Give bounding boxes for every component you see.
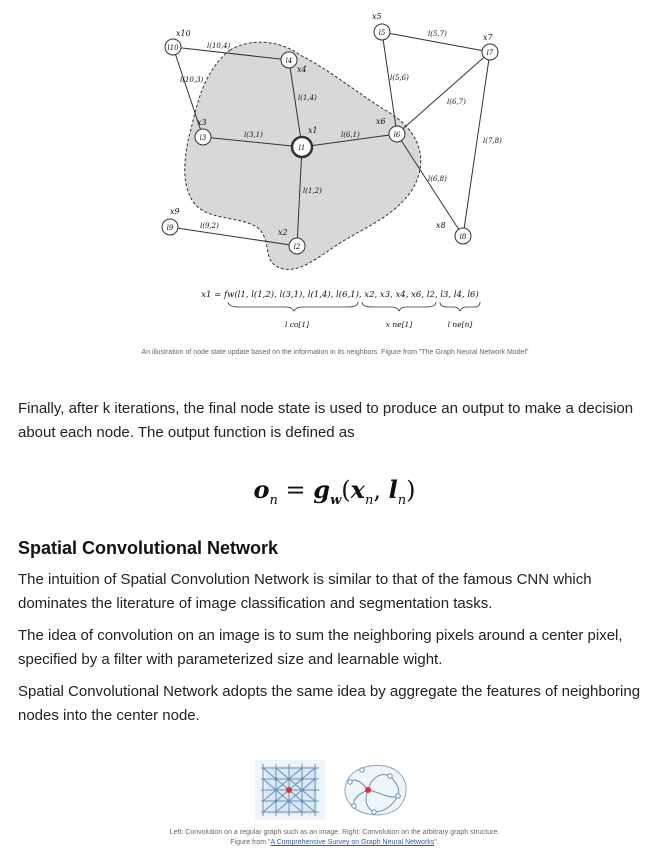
edge-label: l(5,6) (390, 74, 409, 82)
section-heading: Spatial Convolutional Network (18, 538, 279, 558)
node-variable: x2 (278, 228, 288, 237)
edge-label: l(10,4) (207, 42, 231, 50)
figure2-caption (150, 828, 519, 848)
arbitrary-graph-convolution-figure (338, 760, 413, 820)
edge-label: l(10,3) (180, 76, 204, 84)
edge-label: l(9,2) (200, 222, 219, 230)
node-variable: x5 (372, 12, 382, 21)
edge-label: l(6,7) (447, 98, 466, 106)
node-variable: x3 (197, 118, 207, 127)
regular-grid-convolution-figure (255, 760, 325, 820)
node-variable: x9 (170, 207, 180, 216)
node-label: l9 (166, 224, 174, 232)
edge-label: l(5,7) (428, 30, 447, 38)
update-equation: x1 = fw(l1, l(1,2), l(3,1), l(1,4), l(6,1), x2, x3, x4, x6, l2, l3, l4, l6) (201, 290, 479, 300)
output-formula: $o_n = g_w(x_n$, $l_n$) (253, 475, 416, 508)
caption-prefix: Figure from " (230, 839, 271, 846)
paragraph-convolution-idea: The idea of convolution on an image is to sum the neighboring pixels around a center pixel, specified by a filter with parameterized size and learnable wight. (18, 627, 623, 668)
brace-label: l co[1] (284, 320, 310, 329)
edge-label: l(6,8) (428, 175, 447, 183)
node-variable: x10 (176, 29, 191, 38)
figure2-caption-line1: Left: Convolution on a regular graph such as an image. Right: Convolution on the arbitrary graph structure. (169, 829, 500, 836)
edge-label: l(6,1) (341, 131, 360, 139)
caption-suffix: ". (434, 839, 439, 846)
brace-label: l ne[n] (447, 320, 473, 329)
node-label: l7 (486, 49, 494, 57)
node-label: l1 (298, 144, 306, 152)
node-label: l2 (293, 243, 301, 251)
node-label: l10 (167, 44, 179, 52)
node-label: l6 (393, 131, 401, 139)
node-label: l3 (199, 134, 207, 142)
node-label: l5 (378, 29, 386, 37)
edge-label: l(1,4) (298, 94, 317, 102)
node-variable: x6 (376, 117, 386, 126)
survey-paper-link[interactable]: A Comprehensive Survey on Graph Neural Networks (270, 839, 435, 846)
node-variable: x7 (483, 33, 493, 42)
paragraph-spatial-adopts: Spatial Convolutional Network adopts the same idea by aggregate the features of neighboring nodes into the center node. (18, 683, 641, 724)
figure2-caption-line2 (150, 838, 519, 848)
edge-label: l(7,8) (483, 137, 502, 145)
center-node-marker (365, 787, 371, 793)
node-variable: x1 (308, 126, 318, 135)
paragraph-output-function: Finally, after k iterations, the final node state is used to produce an output to make a decision about each node. The output function is defined as (18, 400, 634, 441)
brace-label: x ne[1] (385, 320, 413, 329)
center-pixel-marker (286, 787, 292, 793)
underbraces (228, 302, 480, 311)
figure1-caption: An illustration of node state update based on the information in its neighbors. Figure from "The Graph Neural Network Model" (141, 349, 529, 356)
node-variable: x8 (436, 221, 446, 230)
node-variable: x4 (297, 65, 307, 74)
edge-label: l(3,1) (244, 131, 263, 139)
edge-label: l(1,2) (303, 187, 322, 195)
node-label: l4 (285, 57, 293, 65)
gnn-node-update-figure (150, 0, 530, 340)
paragraph-intuition: The intuition of Spatial Convolution Network is similar to that of the famous CNN which dominates the literature of image classification and segmentation tasks. (18, 571, 592, 612)
node-label: l8 (459, 233, 467, 241)
